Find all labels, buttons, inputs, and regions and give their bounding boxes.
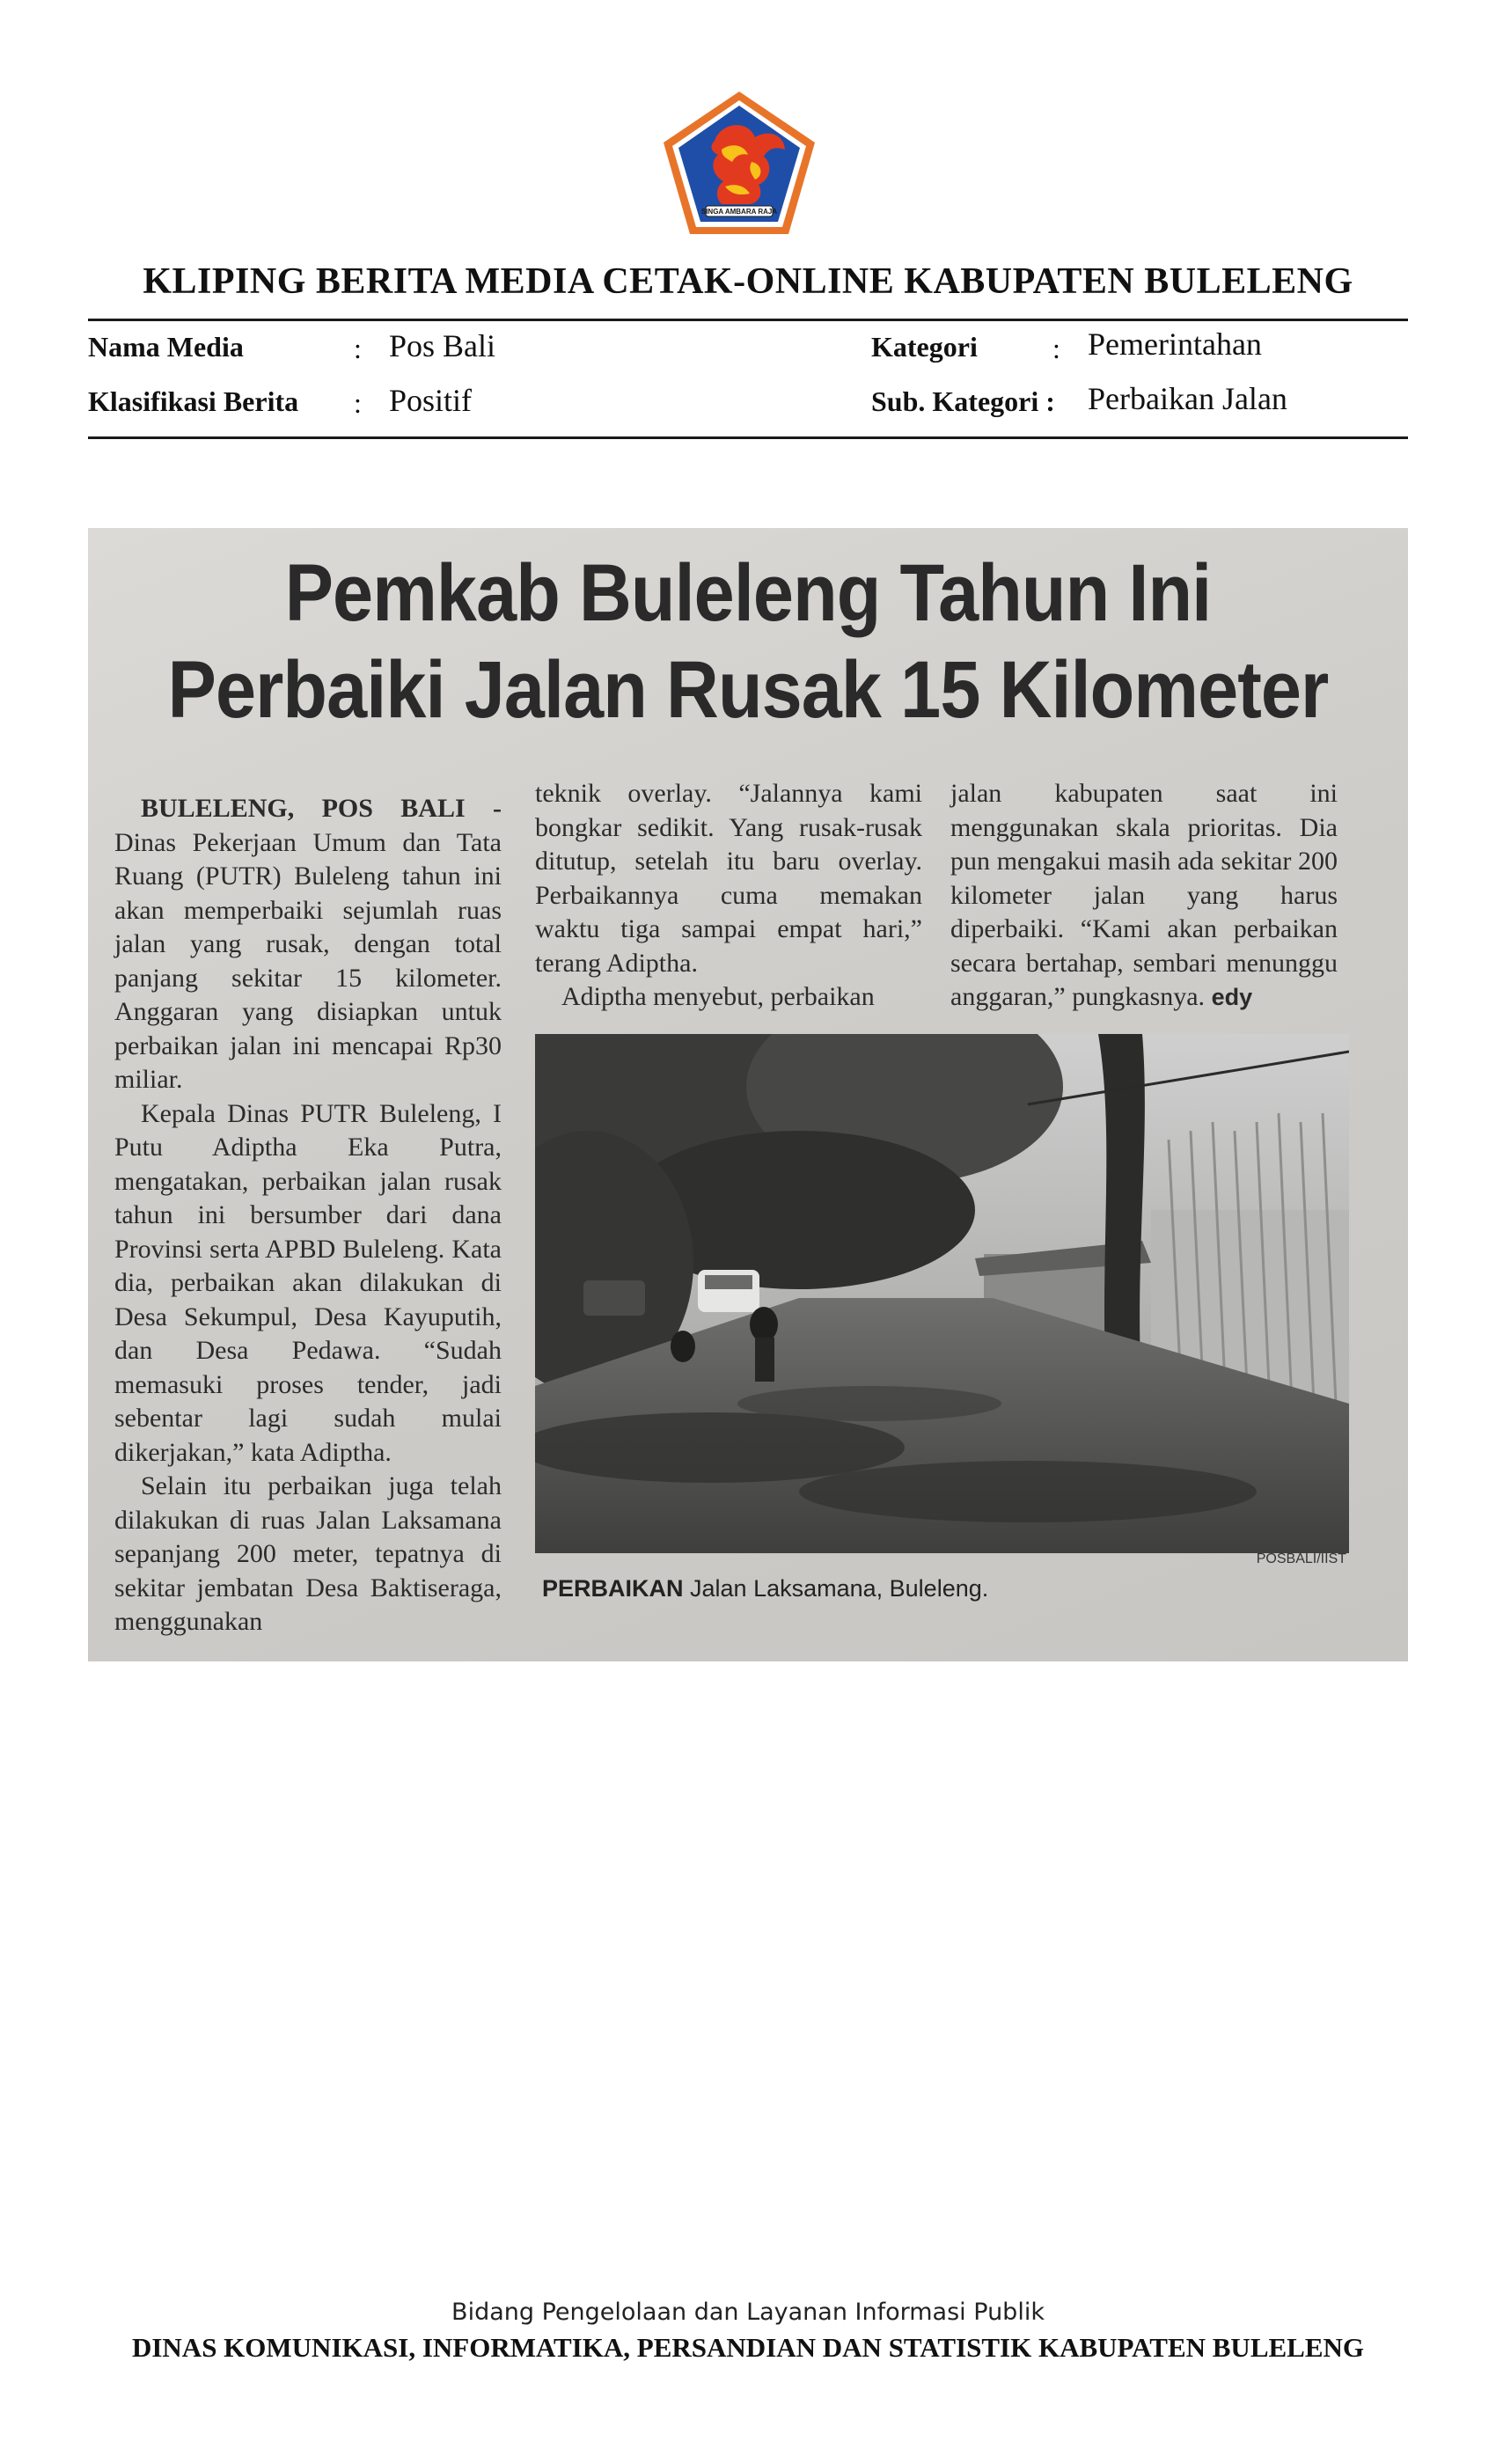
header-divider-top: [88, 319, 1408, 321]
photo-credit: POSBALI/IIST: [1256, 1551, 1346, 1566]
photo-caption: [542, 1575, 988, 1602]
page-title: KLIPING BERITA MEDIA CETAK-ONLINE KABUPATEN BULELENG: [143, 261, 1353, 302]
newspaper-clipping: [88, 528, 1408, 1661]
klasifikasi-label: Klasifikasi Berita: [88, 385, 299, 417]
kategori-value: Pemerintahan: [1088, 326, 1262, 362]
article-column-3: [950, 777, 1338, 1015]
article-col1-para1: Dinas Pekerjaan Umum dan Tata Ruang (PUTR) Buleleng tahun ini akan memperbaiki sejumlah ruas jalan yang rusak, dengan total panjang sekitar 15 kilometer. Anggaran yang disiapkan untuk perbaikan jalan ini mencapai Rp30 miliar.: [114, 827, 502, 1094]
article-headline-line1: Pemkab Buleleng Tahun Ini: [284, 548, 1212, 638]
kategori-label: Kategori: [871, 331, 978, 363]
photo-caption-rest: Jalan Laksamana, Buleleng.: [683, 1575, 989, 1602]
nama-media-colon: :: [354, 333, 362, 364]
sub-kategori-value: Perbaikan Jalan: [1088, 381, 1287, 416]
article-column-2: [535, 777, 922, 1015]
kategori-colon: :: [1052, 333, 1060, 364]
article-col1-para3: Selain itu perbaikan juga telah dilakukan di ruas Jalan Laksamana sepanjang 200 meter, tepatnya di sekitar jembatan Desa Baktiseraga, menggunakan: [114, 1471, 502, 1636]
article-column-1: [114, 792, 502, 1639]
article-col2-para2: Adiptha menyebut, perbaikan: [561, 982, 875, 1011]
header-divider-bottom: [88, 436, 1408, 439]
buleleng-crest-logo: [660, 88, 818, 238]
sub-kategori-label: Sub. Kategori :: [871, 385, 1055, 417]
footer-division: Bidang Pengelolaan dan Layanan Informasi Publik: [451, 2299, 1045, 2326]
svg-text:SINGA AMBARA RAJA: SINGA AMBARA RAJA: [700, 208, 778, 216]
nama-media-value: Pos Bali: [389, 328, 496, 363]
nama-media-label: Nama Media: [88, 331, 244, 363]
klasifikasi-value: Positif: [389, 383, 473, 418]
article-byline: edy: [1211, 984, 1253, 1010]
photo-caption-bold: PERBAIKAN: [542, 1575, 684, 1602]
article-col2-para1: teknik overlay. “Jalannya kami bongkar sedikit. Yang rusak-rusak ditutup, setelah itu baru overlay. Perbaikannya cuma memakan waktu tiga sampai empat hari,” terang Adiptha.: [535, 779, 922, 978]
article-dateline: BULELENG, POS BALI -: [141, 794, 502, 823]
article-col1-para2: Kepala Dinas PUTR Buleleng, I Putu Adiptha Eka Putra, mengatakan, perbaikan jalan rusak tahun ini bersumber dari dana Provinsi serta APBD Buleleng. Kata dia, perbaikan akan dilakukan di Desa Sekumpul, Desa Kayuputih, dan Desa Pedawa. “Sudah memasuki proses tender, jadi sebentar lagi sudah mulai dikerjakan,” kata Adiptha.: [114, 1098, 502, 1467]
article-headline-line2: Perbaiki Jalan Rusak 15 Kilometer: [167, 645, 1329, 735]
klasifikasi-colon: :: [354, 387, 362, 419]
footer-agency: DINAS KOMUNIKASI, INFORMATIKA, PERSANDIAN DAN STATISTIK KABUPATEN BULELENG: [131, 2332, 1365, 2363]
article-col3-para1: jalan kabupaten saat ini menggunakan skala prioritas. Dia pun mengakui masih ada sekitar 200 kilometer jalan yang harus diperbaiki. “Kami akan perbaikan secara bertahap, sembari menunggu anggaran,” pungkasnya.: [950, 779, 1338, 1011]
road-photo: [535, 1034, 1349, 1553]
